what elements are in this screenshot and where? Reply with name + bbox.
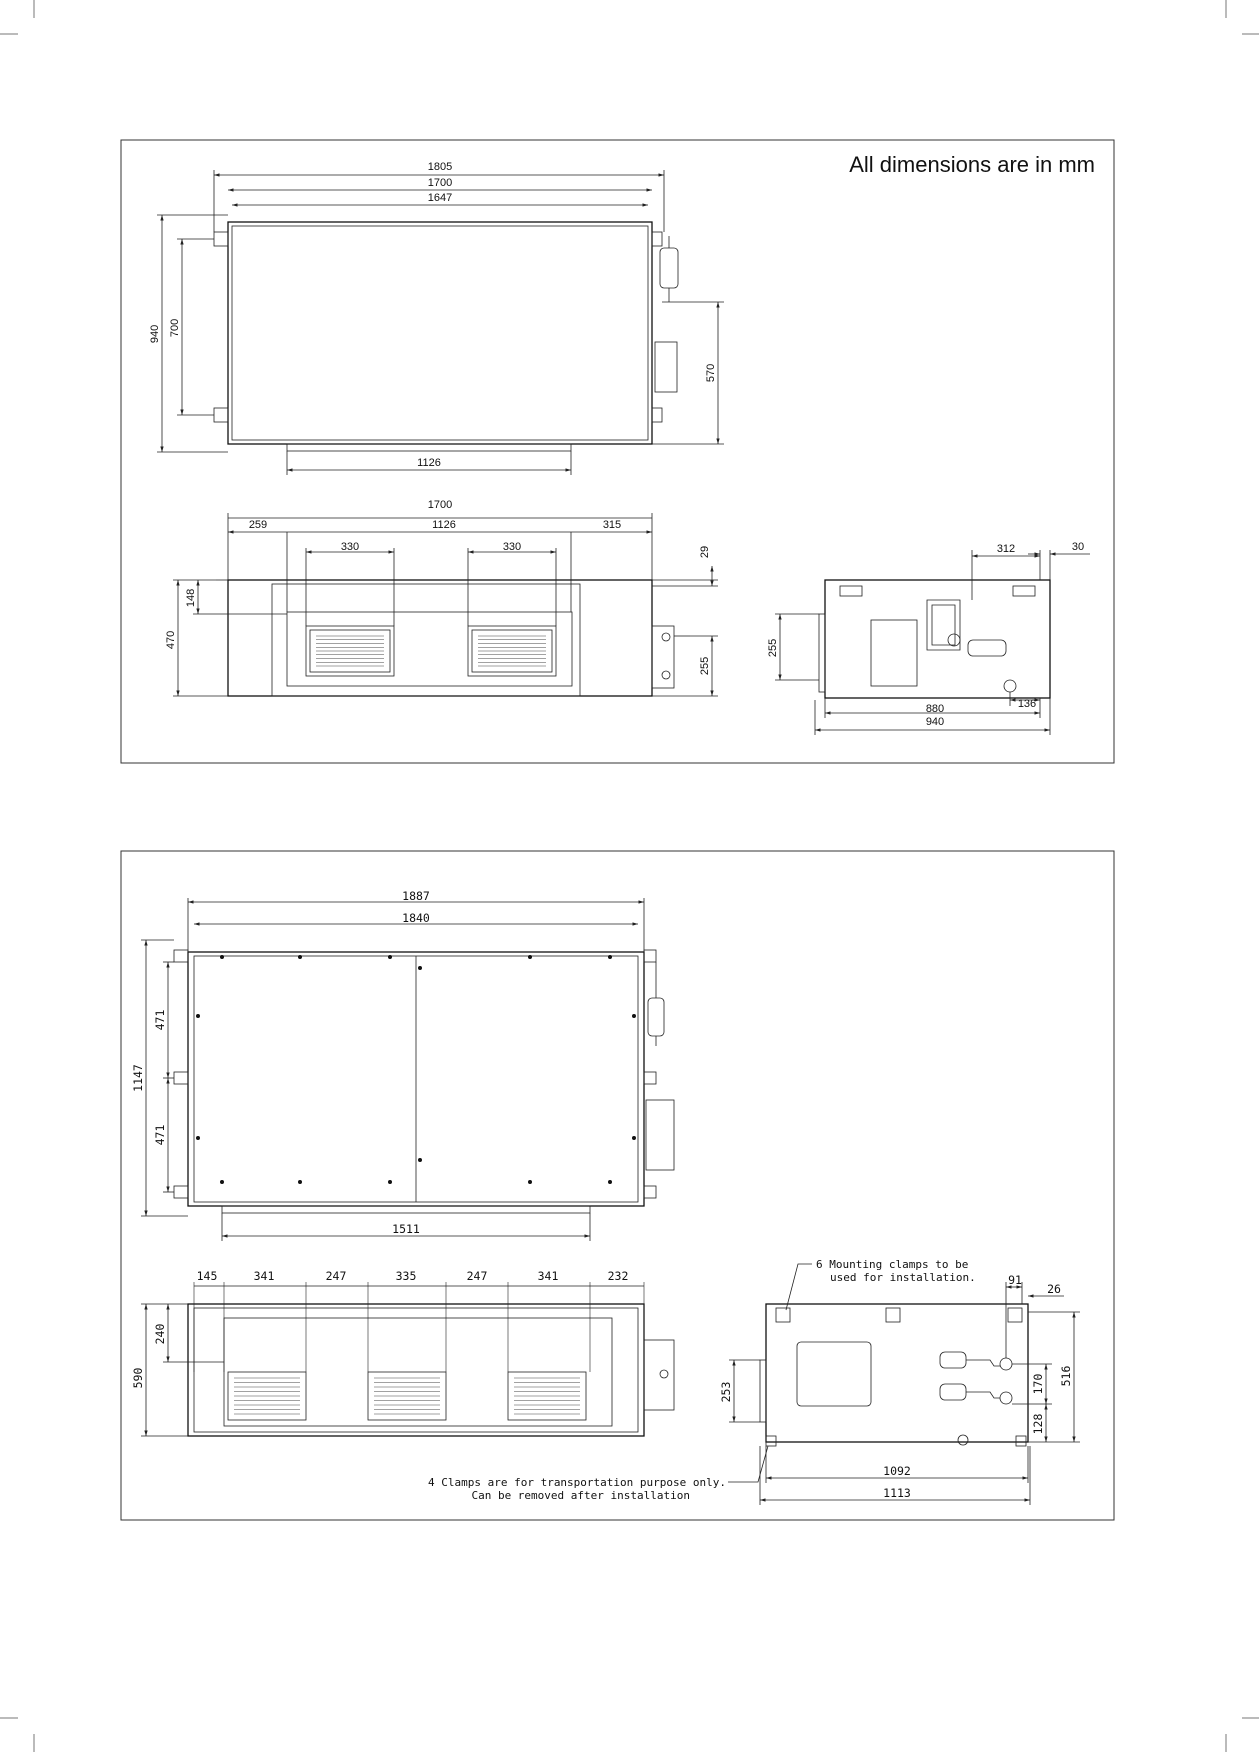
- mounting-note: [786, 1258, 976, 1310]
- control-box: [646, 1100, 674, 1170]
- svg-text:590: 590: [131, 1367, 145, 1389]
- filter-drier-icon: [660, 248, 678, 288]
- svg-text:30: 30: [1071, 541, 1085, 553]
- svg-text:1700: 1700: [427, 177, 453, 189]
- rivet-dot: [196, 1014, 200, 1018]
- rivet-dot: [632, 1014, 636, 1018]
- svg-text:247: 247: [466, 1269, 488, 1283]
- svg-text:1126: 1126: [432, 519, 456, 531]
- top-front-view: [165, 499, 718, 696]
- svg-text:used for installation.: used for installation.: [830, 1271, 976, 1284]
- rivet-dot: [298, 1180, 302, 1184]
- bottom-side-view: [719, 1273, 1080, 1505]
- svg-text:4 Clamps are for transportatio: 4 Clamps are for transportation purpose only.: [427, 1476, 726, 1489]
- rivet-dot: [608, 1180, 612, 1184]
- rivet-dot: [196, 1136, 200, 1140]
- rivet-dot: [220, 955, 224, 959]
- svg-text:516: 516: [1059, 1365, 1073, 1387]
- rivet-dot: [418, 966, 422, 970]
- svg-text:330: 330: [340, 541, 360, 553]
- svg-text:259: 259: [248, 519, 268, 531]
- svg-text:240: 240: [153, 1323, 167, 1345]
- svg-text:26: 26: [1047, 1282, 1061, 1296]
- svg-text:255: 255: [767, 638, 779, 658]
- svg-text:253: 253: [719, 1381, 733, 1403]
- svg-text:341: 341: [253, 1269, 275, 1283]
- electrical-box: [871, 620, 917, 686]
- svg-text:1647: 1647: [427, 192, 453, 204]
- svg-text:Can be removed after installat: Can be removed after installation: [471, 1489, 690, 1502]
- receiver-icon: [940, 1384, 966, 1400]
- rivet-dot: [220, 1180, 224, 1184]
- top-panel: [121, 140, 1114, 763]
- svg-text:1126: 1126: [417, 457, 441, 469]
- rivet-dot: [418, 1158, 422, 1162]
- svg-text:1092: 1092: [883, 1464, 911, 1478]
- rivet-dot: [608, 955, 612, 959]
- rivet-dot: [298, 955, 302, 959]
- transport-note: [428, 1446, 768, 1502]
- control-box: [655, 342, 677, 392]
- rivet-dot: [388, 955, 392, 959]
- svg-text:1113: 1113: [883, 1486, 911, 1500]
- rivet-dot: [388, 1180, 392, 1184]
- rivet-dot: [528, 1180, 532, 1184]
- svg-text:880: 880: [925, 703, 945, 715]
- svg-text:940: 940: [925, 716, 945, 728]
- svg-text:335: 335: [395, 1269, 417, 1283]
- units-title: All dimensions are in mm: [849, 152, 1095, 177]
- receiver-icon: [940, 1352, 966, 1368]
- svg-text:1700: 1700: [427, 499, 453, 511]
- svg-text:471: 471: [153, 1009, 167, 1031]
- svg-text:330: 330: [502, 541, 522, 553]
- svg-text:1147: 1147: [131, 1064, 145, 1092]
- bottom-front-view: [131, 1269, 674, 1436]
- svg-text:315: 315: [602, 519, 622, 531]
- svg-text:29: 29: [699, 545, 711, 559]
- svg-text:255: 255: [699, 656, 711, 676]
- svg-text:470: 470: [165, 630, 177, 650]
- svg-text:940: 940: [149, 324, 161, 344]
- rivet-dot: [632, 1136, 636, 1140]
- svg-text:1805: 1805: [427, 161, 453, 173]
- bottom-panel: [121, 851, 1114, 1520]
- svg-text:148: 148: [185, 588, 197, 608]
- top-panel-frame: [121, 140, 1114, 763]
- svg-text:128: 128: [1031, 1413, 1045, 1435]
- svg-text:232: 232: [607, 1269, 629, 1283]
- rivet-dot: [528, 955, 532, 959]
- svg-text:1511: 1511: [392, 1222, 420, 1236]
- svg-text:1840: 1840: [402, 911, 430, 925]
- svg-text:700: 700: [169, 318, 181, 338]
- electrical-box: [797, 1342, 871, 1406]
- filter-drier-icon: [648, 998, 664, 1036]
- unit-body: [228, 222, 652, 444]
- bottom-plan-view: [131, 889, 674, 1241]
- svg-text:1887: 1887: [402, 889, 430, 903]
- svg-text:570: 570: [705, 363, 717, 383]
- svg-text:136: 136: [1017, 698, 1037, 710]
- svg-text:247: 247: [325, 1269, 347, 1283]
- svg-text:471: 471: [153, 1124, 167, 1146]
- svg-text:170: 170: [1031, 1373, 1045, 1395]
- receiver-icon: [968, 640, 1006, 656]
- svg-text:312: 312: [996, 543, 1016, 555]
- svg-text:6 Mounting clamps to be: 6 Mounting clamps to be: [816, 1258, 969, 1271]
- top-side-view: [767, 541, 1090, 735]
- top-plan-view: [149, 161, 724, 475]
- svg-text:91: 91: [1008, 1273, 1022, 1287]
- svg-text:341: 341: [537, 1269, 559, 1283]
- svg-text:145: 145: [196, 1269, 218, 1283]
